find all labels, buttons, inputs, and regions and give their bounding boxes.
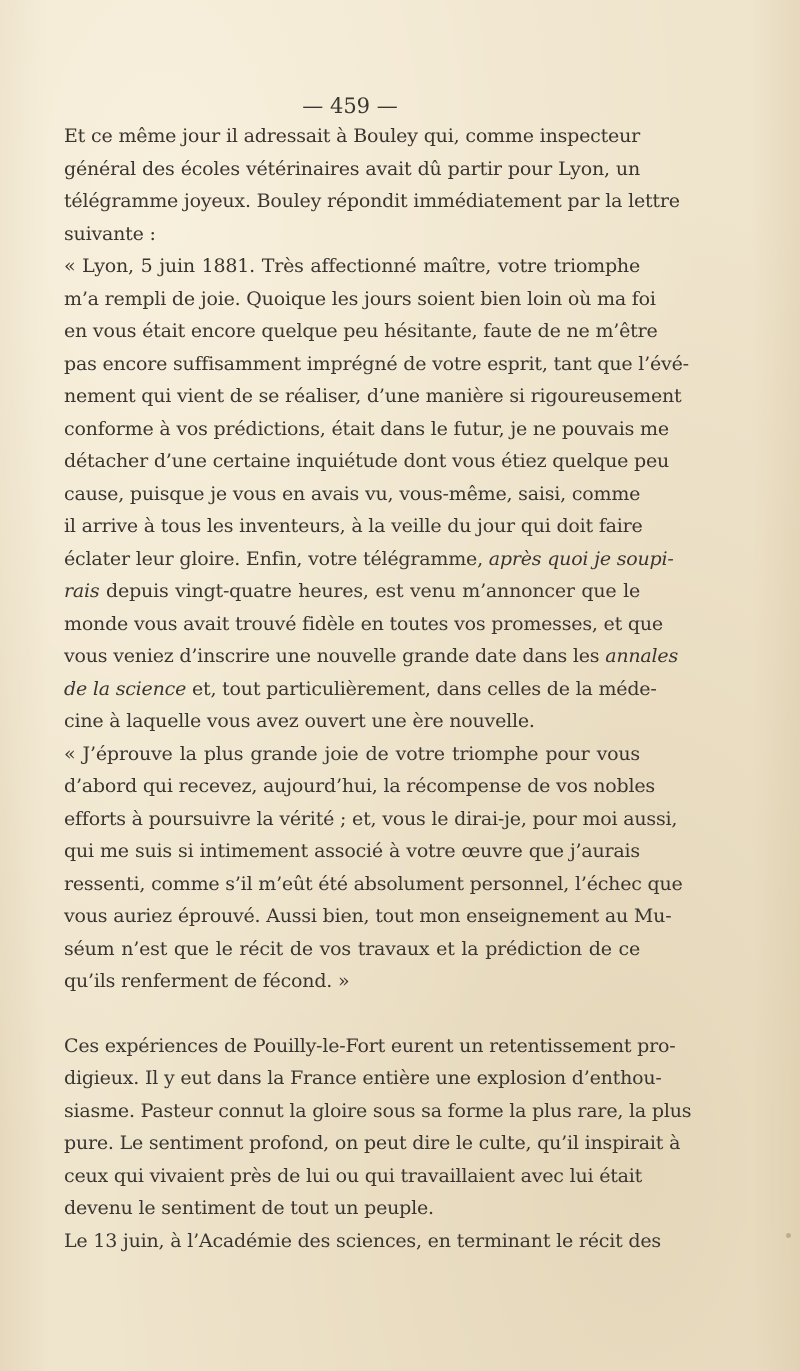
- text-line: digieux. Il y eut dans la France entière une explosion d’enthou-: [64, 1067, 662, 1089]
- italic-segment: après quoi je soupi-: [488, 547, 674, 570]
- paper-speck: [616, 260, 619, 263]
- text-line: détacher d’une certaine inquiétude dont vous étiez quelque peu: [64, 450, 670, 472]
- text-line: d’abord qui recevez, aujourd’hui, la récompense de vos nobles: [64, 775, 655, 797]
- text-line: pas encore suffisamment imprégné de votre esprit, tant que l’évé-: [64, 352, 689, 375]
- text-line: efforts à poursuivre la vérité ; et, vous le dirai-je, pour moi aussi,: [64, 807, 678, 830]
- text-line: « J’éprouve la plus grande joie de votre triomphe pour vous: [64, 742, 640, 765]
- text-line: télégramme joyeux. Bouley répondit immédiatement par la lettre: [64, 190, 680, 212]
- text-line: ceux qui vivaient près de lui ou qui travaillaient avec lui était: [64, 1164, 643, 1187]
- italic-segment: annales: [605, 645, 679, 667]
- text-line: Le 13 juin, à l’Académie des sciences, en terminant le récit des: [64, 1229, 661, 1252]
- text-line: Ces expériences de Pouilly-le-Fort eurent un retentissement pro-: [64, 1034, 676, 1057]
- text-line: général des écoles vétérinaires avait dû partir pour Lyon, un: [64, 157, 640, 180]
- text-line: [64, 575, 640, 608]
- page-number: — 459 —: [302, 94, 398, 118]
- text-line: m’a rempli de joie. Quoique les jours soient bien loin où ma foi: [64, 287, 656, 310]
- text-segment: vous veniez d’inscrire une nouvelle grande date dans les: [64, 645, 606, 667]
- text-line: vous auriez éprouvé. Aussi bien, tout mon enseignement au Mu-: [64, 905, 672, 927]
- text-segment: éclater leur gloire. Enfin, votre télégramme,: [64, 547, 489, 570]
- text-line: cause, puisque je vous en avais vu, vous-même, saisi, comme: [64, 482, 641, 505]
- text-line: monde vous avait trouvé fidèle en toutes vos promesses, et que: [64, 612, 663, 635]
- text-line: [64, 543, 674, 576]
- paragraph-gap: [64, 998, 640, 1030]
- text-line: siasme. Pasteur connut la gloire sous sa forme la plus rare, la plus: [64, 1099, 692, 1122]
- text-line: [64, 640, 679, 673]
- text-line: en vous était encore quelque peu hésitante, faute de ne m’être: [64, 320, 658, 342]
- text-line: [64, 673, 657, 706]
- text-line: devenu le sentiment de tout un peuple.: [64, 1197, 434, 1219]
- text-line: qu’ils renferment de fécond. »: [64, 970, 350, 992]
- text-line: « Lyon, 5 juin 1881. Très affectionné maître, votre triomphe: [64, 255, 640, 277]
- text-line: il arrive à tous les inventeurs, à la veille du jour qui doit faire: [64, 515, 643, 537]
- text-line: cine à laquelle vous avez ouvert une ère nouvelle.: [64, 710, 535, 732]
- italic-segment: de la science: [64, 677, 187, 700]
- text-line: séum n’est que le récit de vos travaux et la prédiction de ce: [64, 937, 640, 960]
- text-line: pure. Le sentiment profond, on peut dire le culte, qu’il inspirait à: [64, 1132, 681, 1154]
- text-line: ressenti, comme s’il m’eût été absolument personnel, l’échec que: [64, 872, 683, 895]
- paper-speck: [786, 1233, 791, 1238]
- text-line: conforme à vos prédictions, était dans le futur, je ne pouvais me: [64, 417, 669, 440]
- text-line: suivante :: [64, 222, 156, 245]
- body-text: [64, 120, 692, 1257]
- text-line: nement qui vient de se réaliser, d’une manière si rigoureusement: [64, 385, 682, 407]
- text-line: qui me suis si intimement associé à votre œuvre que j’aurais: [64, 840, 640, 862]
- text-segment: et, tout particulièrement, dans celles de la méde-: [186, 677, 657, 700]
- text-segment: depuis vingt-quatre heures, est venu m’annoncer que le: [99, 580, 640, 602]
- text-line: Et ce même jour il adressait à Bouley qui, comme inspecteur: [64, 125, 640, 147]
- italic-segment: rais: [64, 580, 100, 602]
